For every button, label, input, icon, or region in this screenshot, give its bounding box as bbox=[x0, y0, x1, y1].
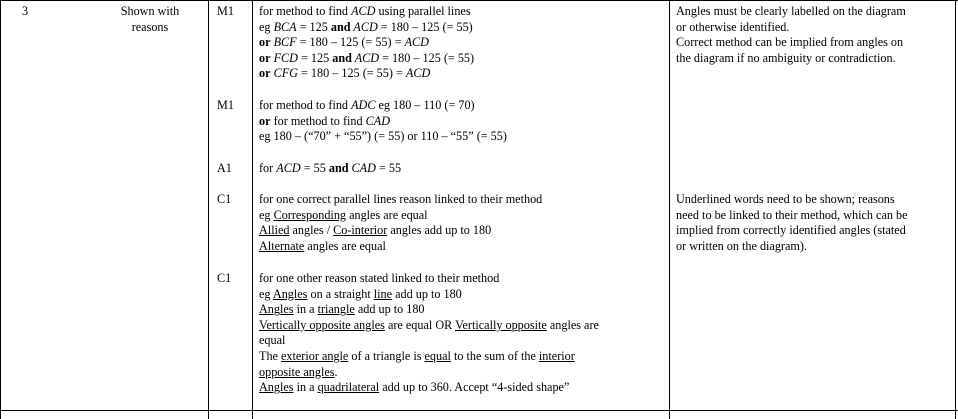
table-col-border bbox=[208, 0, 209, 419]
mark-code: M1 bbox=[217, 98, 234, 112]
guidance-line: for ACD = 55 and CAD = 55 bbox=[259, 161, 402, 175]
answer-cell bbox=[100, 4, 200, 35]
guidance-line: opposite angles. bbox=[259, 364, 338, 379]
mark-code: A1 bbox=[217, 161, 232, 175]
guidance-block-parallel-reason bbox=[259, 192, 664, 254]
note-line: Underlined words need to be shown; reasons bbox=[676, 192, 895, 206]
guidance-line: Angles in a quadrilateral add up to 360. Accept “4-sided shape” bbox=[259, 380, 570, 395]
guidance-line: eg 180 – (“70” + “55”) (= 55) or 110 – “55” (= 55) bbox=[259, 129, 507, 144]
note-line: Correct method can be implied from angles on bbox=[676, 35, 904, 50]
guidance-line: equal bbox=[259, 333, 286, 348]
guidance-line: Vertically opposite angles are equal OR Vertically opposite angles are bbox=[259, 317, 599, 332]
additional-guidance-labelling bbox=[676, 4, 946, 66]
mark-code: M1 bbox=[217, 4, 234, 18]
guidance-line: eg Angles on a straight line add up to 180 bbox=[259, 286, 462, 301]
table-col-border bbox=[955, 0, 956, 419]
note-line: Angles must be clearly labelled on the diagram bbox=[676, 4, 906, 18]
guidance-line: for method to find ACD using parallel lines bbox=[259, 4, 471, 18]
guidance-block-accuracy bbox=[259, 161, 664, 177]
guidance-line: for one correct parallel lines reason linked to their method bbox=[259, 192, 543, 206]
guidance-line: or for method to find CAD bbox=[259, 113, 391, 128]
guidance-line: or FCD = 125 and ACD = 180 – 125 (= 55) bbox=[259, 50, 475, 65]
guidance-line: Allied angles / Co-interior angles add up to 180 bbox=[259, 223, 492, 238]
table-row-divider bbox=[0, 410, 958, 411]
table-col-border bbox=[0, 0, 1, 419]
answer-line: reasons bbox=[131, 19, 169, 34]
note-line: or otherwise identified. bbox=[676, 19, 790, 34]
guidance-line: Alternate angles are equal bbox=[259, 238, 386, 253]
guidance-line: The exterior angle of a triangle is equal to the sum of the interior bbox=[259, 348, 575, 363]
guidance-line: for one other reason stated linked to their method bbox=[259, 271, 500, 285]
table-col-border bbox=[252, 0, 253, 419]
note-line: need to be linked to their method, which can be bbox=[676, 207, 908, 222]
guidance-line: or BCF = 180 – 125 (= 55) = ACD bbox=[259, 35, 429, 50]
note-line: the diagram if no ambiguity or contradiction. bbox=[676, 50, 896, 65]
table-top-border bbox=[0, 0, 958, 1]
guidance-block-other-reason bbox=[259, 271, 664, 396]
mark-code: C1 bbox=[217, 192, 232, 206]
guidance-block-method-adc bbox=[259, 98, 664, 145]
question-number: 3 bbox=[22, 4, 29, 18]
mark-code: C1 bbox=[217, 271, 232, 285]
guidance-block-method-acd bbox=[259, 4, 664, 82]
guidance-line: Angles in a triangle add up to 180 bbox=[259, 302, 425, 317]
guidance-line: for method to find ADC eg 180 – 110 (= 70) bbox=[259, 98, 475, 112]
guidance-line: or CFG = 180 – 125 (= 55) = ACD bbox=[259, 66, 431, 81]
note-line: implied from correctly identified angles (stated bbox=[676, 223, 906, 238]
answer-line: Shown with bbox=[120, 4, 180, 18]
guidance-line: eg BCA = 125 and ACD = 180 – 125 (= 55) bbox=[259, 19, 473, 34]
note-line: or written on the diagram). bbox=[676, 238, 807, 253]
guidance-line: eg Corresponding angles are equal bbox=[259, 207, 428, 222]
additional-guidance-underlined bbox=[676, 192, 946, 254]
table-col-border bbox=[669, 0, 670, 419]
